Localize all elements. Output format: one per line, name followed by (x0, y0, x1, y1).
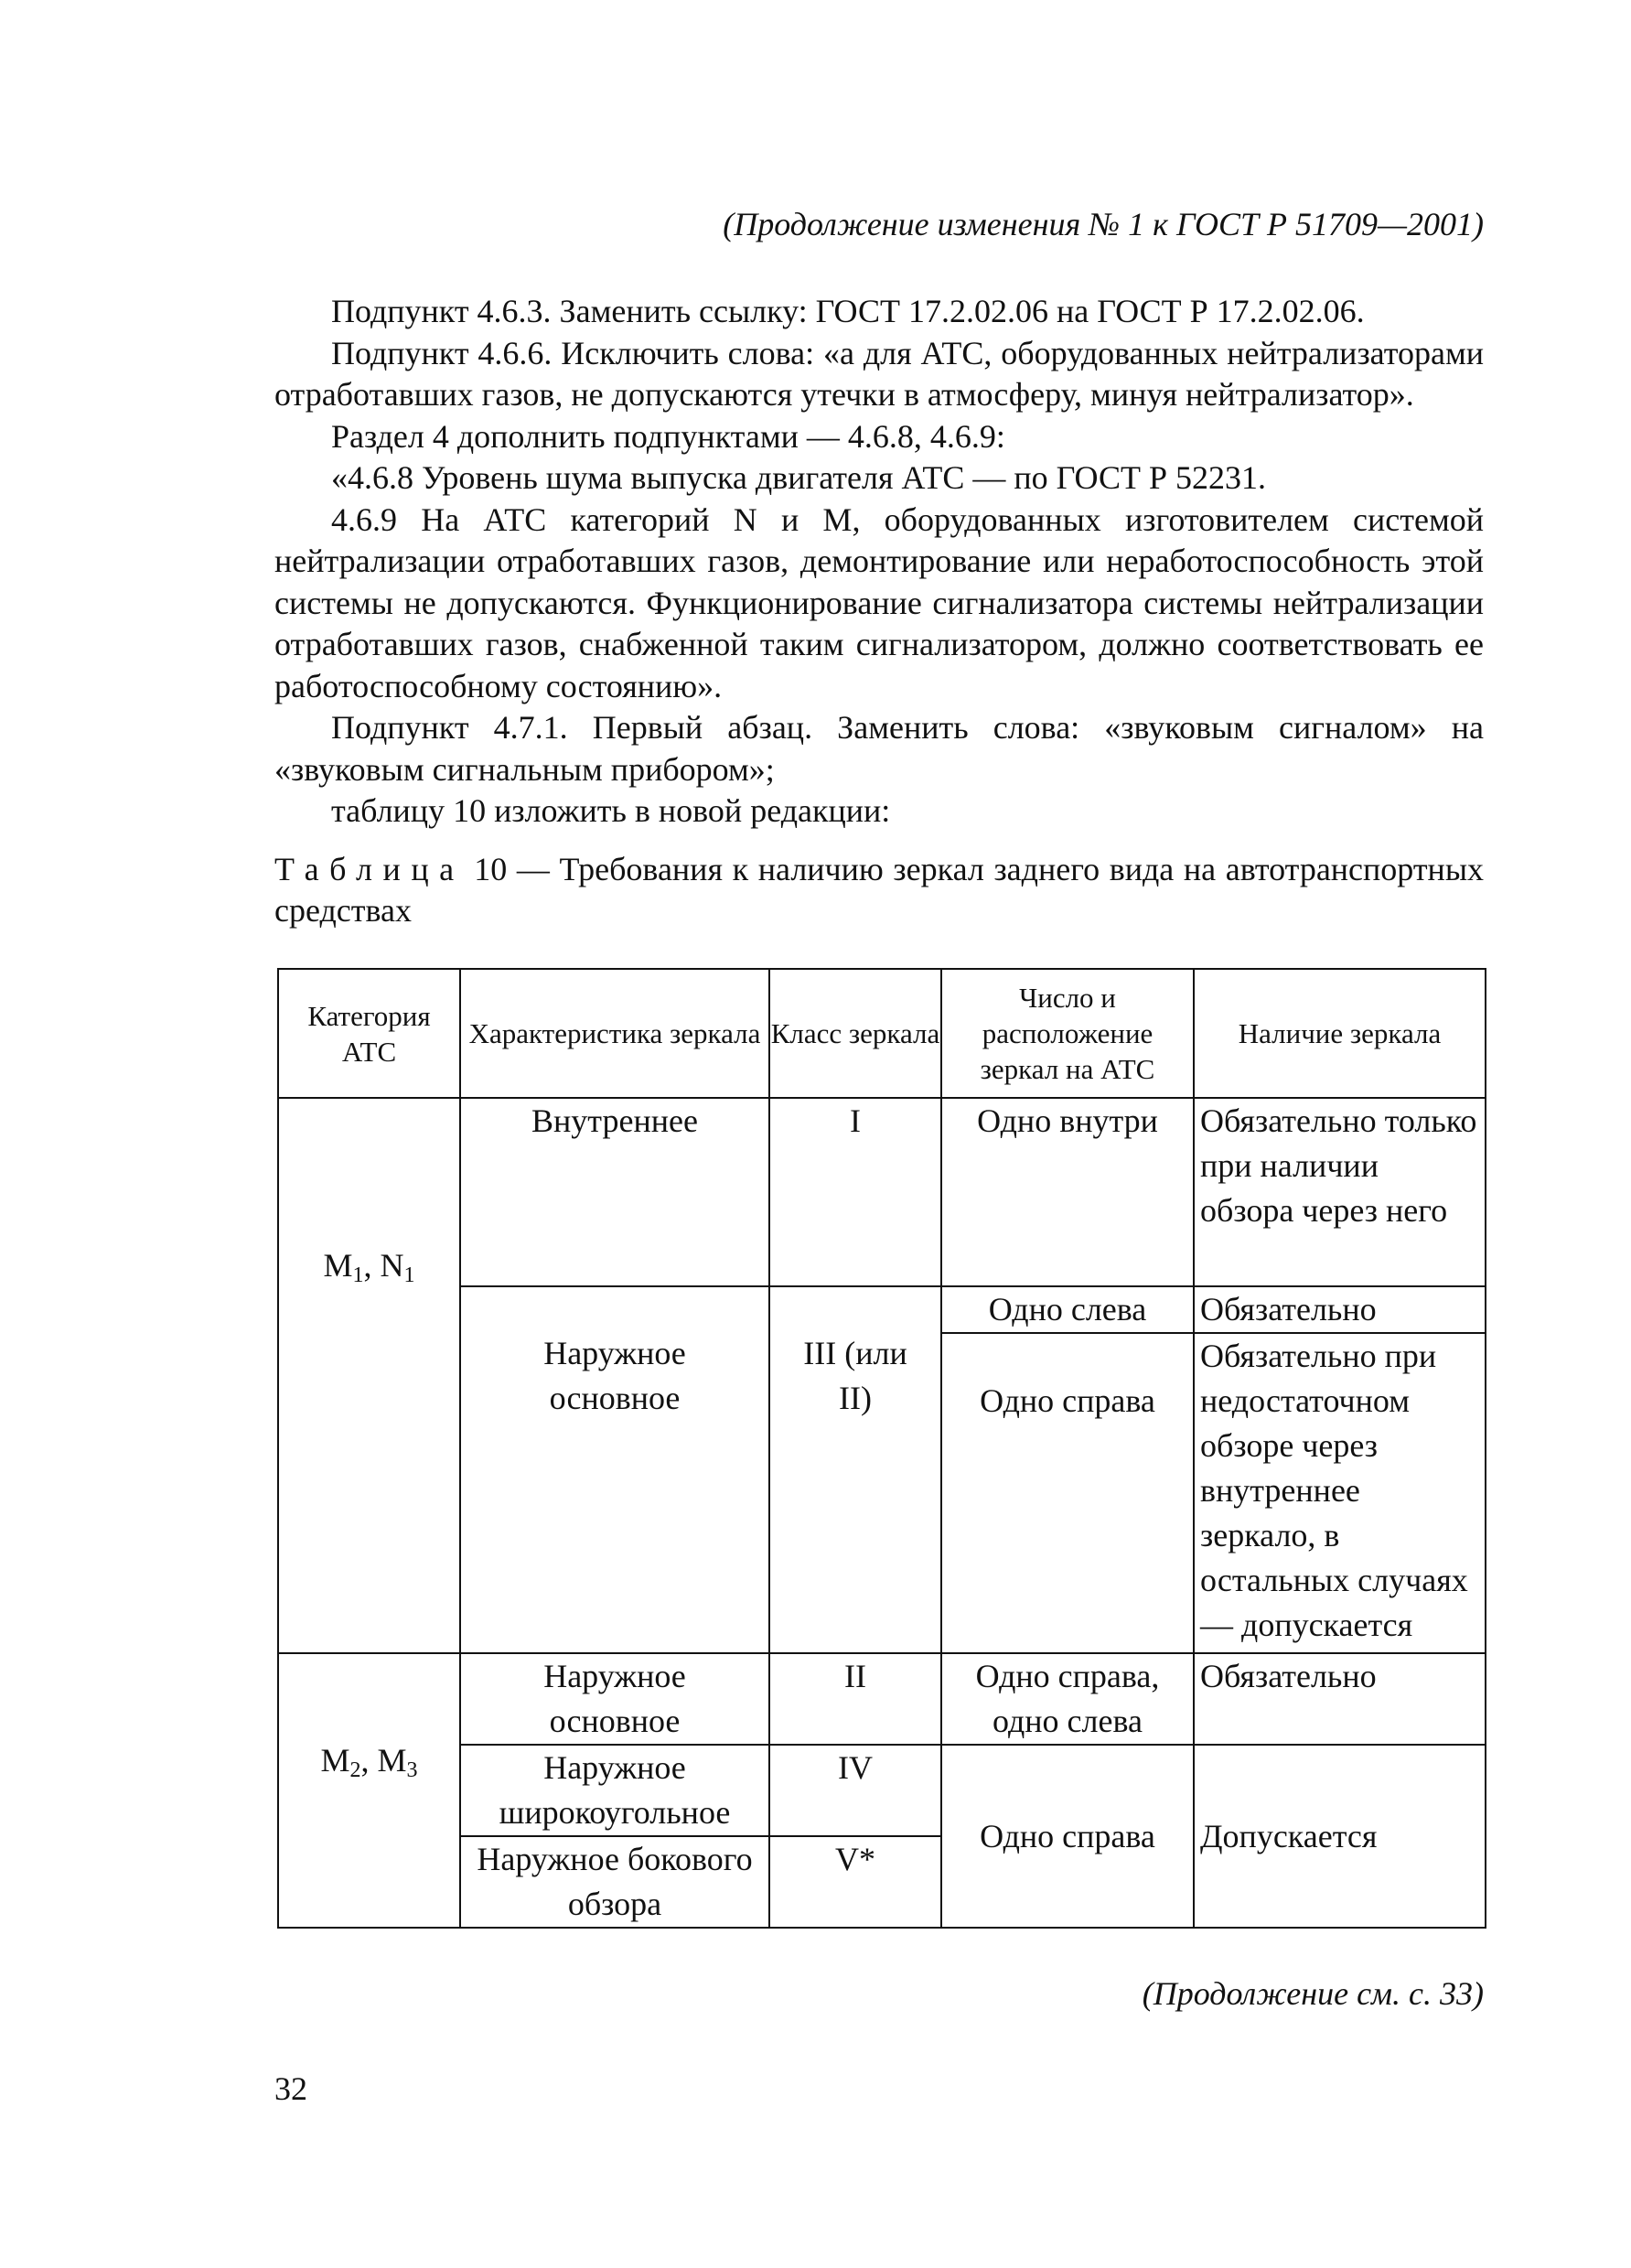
header-location: Число и расположение зеркал на АТС (941, 969, 1194, 1098)
mirror-type-wide-angle: Наружное широкоугольное (460, 1745, 769, 1836)
paragraph-table-10-intro: таблицу 10 изложить в новой редакции: (331, 792, 891, 829)
table-row (278, 1098, 1486, 1286)
page-number: 32 (274, 2070, 307, 2107)
presence-main-2: Обязательно (1194, 1653, 1486, 1745)
presence-internal: Обязательно только при наличии обзора через него (1194, 1098, 1486, 1286)
mirror-class-iv: IV (769, 1745, 941, 1836)
table-caption (274, 849, 1484, 932)
paragraph-4-6-6: Подпункт 4.6.6. Исключить слова: «а для АТС, оборудованных нейтрализаторами отработавших газов, не допускаются утечки в атмосферу, минуя нейтрализатор». (274, 334, 1484, 413)
mirror-type-side-view: Наружное бокового обзора (460, 1836, 769, 1928)
document-header: (Продолжение изменения № 1 к ГОСТ Р 51709—2001) (723, 206, 1484, 242)
header-characteristic: Характеристика зеркала (460, 969, 769, 1098)
location-right: Одно справа (941, 1333, 1194, 1653)
header-presence: Наличие зеркала (1194, 969, 1486, 1098)
location-left: Одно слева (941, 1286, 1194, 1333)
mirror-class-iii-or-ii: III (или II) (769, 1286, 941, 1653)
mirror-type-external-main-2: Наружное основное (460, 1653, 769, 1745)
location-inside: Одно внутри (941, 1098, 1194, 1286)
paragraph-4-6-9: 4.6.9 На АТС категорий N и М, оборудованных изготовителем системой нейтрализации отработавших газов, демонтирование или неработоспособность этой системы не допускаются. Функционирование сигнализатора системы нейтрализации отработавших газов, снабженной таким сигнализатором, должно соответствовать ее работоспособному состоянию». (274, 500, 1484, 704)
paragraph-4-6-3: Подпункт 4.6.3. Заменить ссылку: ГОСТ 17.2.02.06 на ГОСТ Р 17.2.02.06. (331, 293, 1365, 329)
paragraph-4-6-8: «4.6.8 Уровень шума выпуска двигателя АТС — по ГОСТ Р 52231. (331, 459, 1266, 496)
table-header-row (278, 969, 1486, 1098)
presence-shared: Допускается (1194, 1745, 1486, 1928)
mirror-type-internal: Внутреннее (460, 1098, 769, 1286)
location-right-and-left: Одно справа, одно слева (941, 1653, 1194, 1745)
mirror-class-v: V* (769, 1836, 941, 1928)
paragraph-section-4: Раздел 4 дополнить подпунктами — 4.6.8, 4.6.9: (331, 417, 1005, 455)
location-right-shared: Одно справа (941, 1745, 1194, 1928)
presence-left: Обязательно (1194, 1286, 1486, 1333)
paragraph-4-7-1: Подпункт 4.7.1. Первый абзац. Заменить слова: «звуковым сигналом» на «звуковым сигнальным прибором»; (274, 709, 1484, 788)
mirror-type-external-main: Наружное основное (460, 1286, 769, 1653)
table-caption-label: Таблица (274, 850, 465, 887)
mirror-class-i: I (769, 1098, 941, 1286)
table-caption-text: 10 — Требования к наличию зеркал заднего вида на автотранспортных средствах (274, 850, 1485, 929)
continuation-note: (Продолжение см. с. 33) (1142, 1975, 1484, 2012)
document-body (274, 291, 1484, 932)
category-m2-m3: $M_2$, $M_3$ (278, 1653, 460, 1928)
header-class: Класс зеркала (769, 969, 941, 1098)
table-row (278, 1653, 1486, 1745)
mirror-class-ii: II (769, 1653, 941, 1745)
mirrors-table (277, 968, 1486, 1929)
header-category: Категория АТС (278, 969, 460, 1098)
category-m1-n1: $M_1$, $N_1$ (278, 1098, 460, 1653)
presence-right: Обязательно при недостаточном обзоре через внутреннее зеркало, в остальных случаях — допускается (1194, 1333, 1486, 1653)
